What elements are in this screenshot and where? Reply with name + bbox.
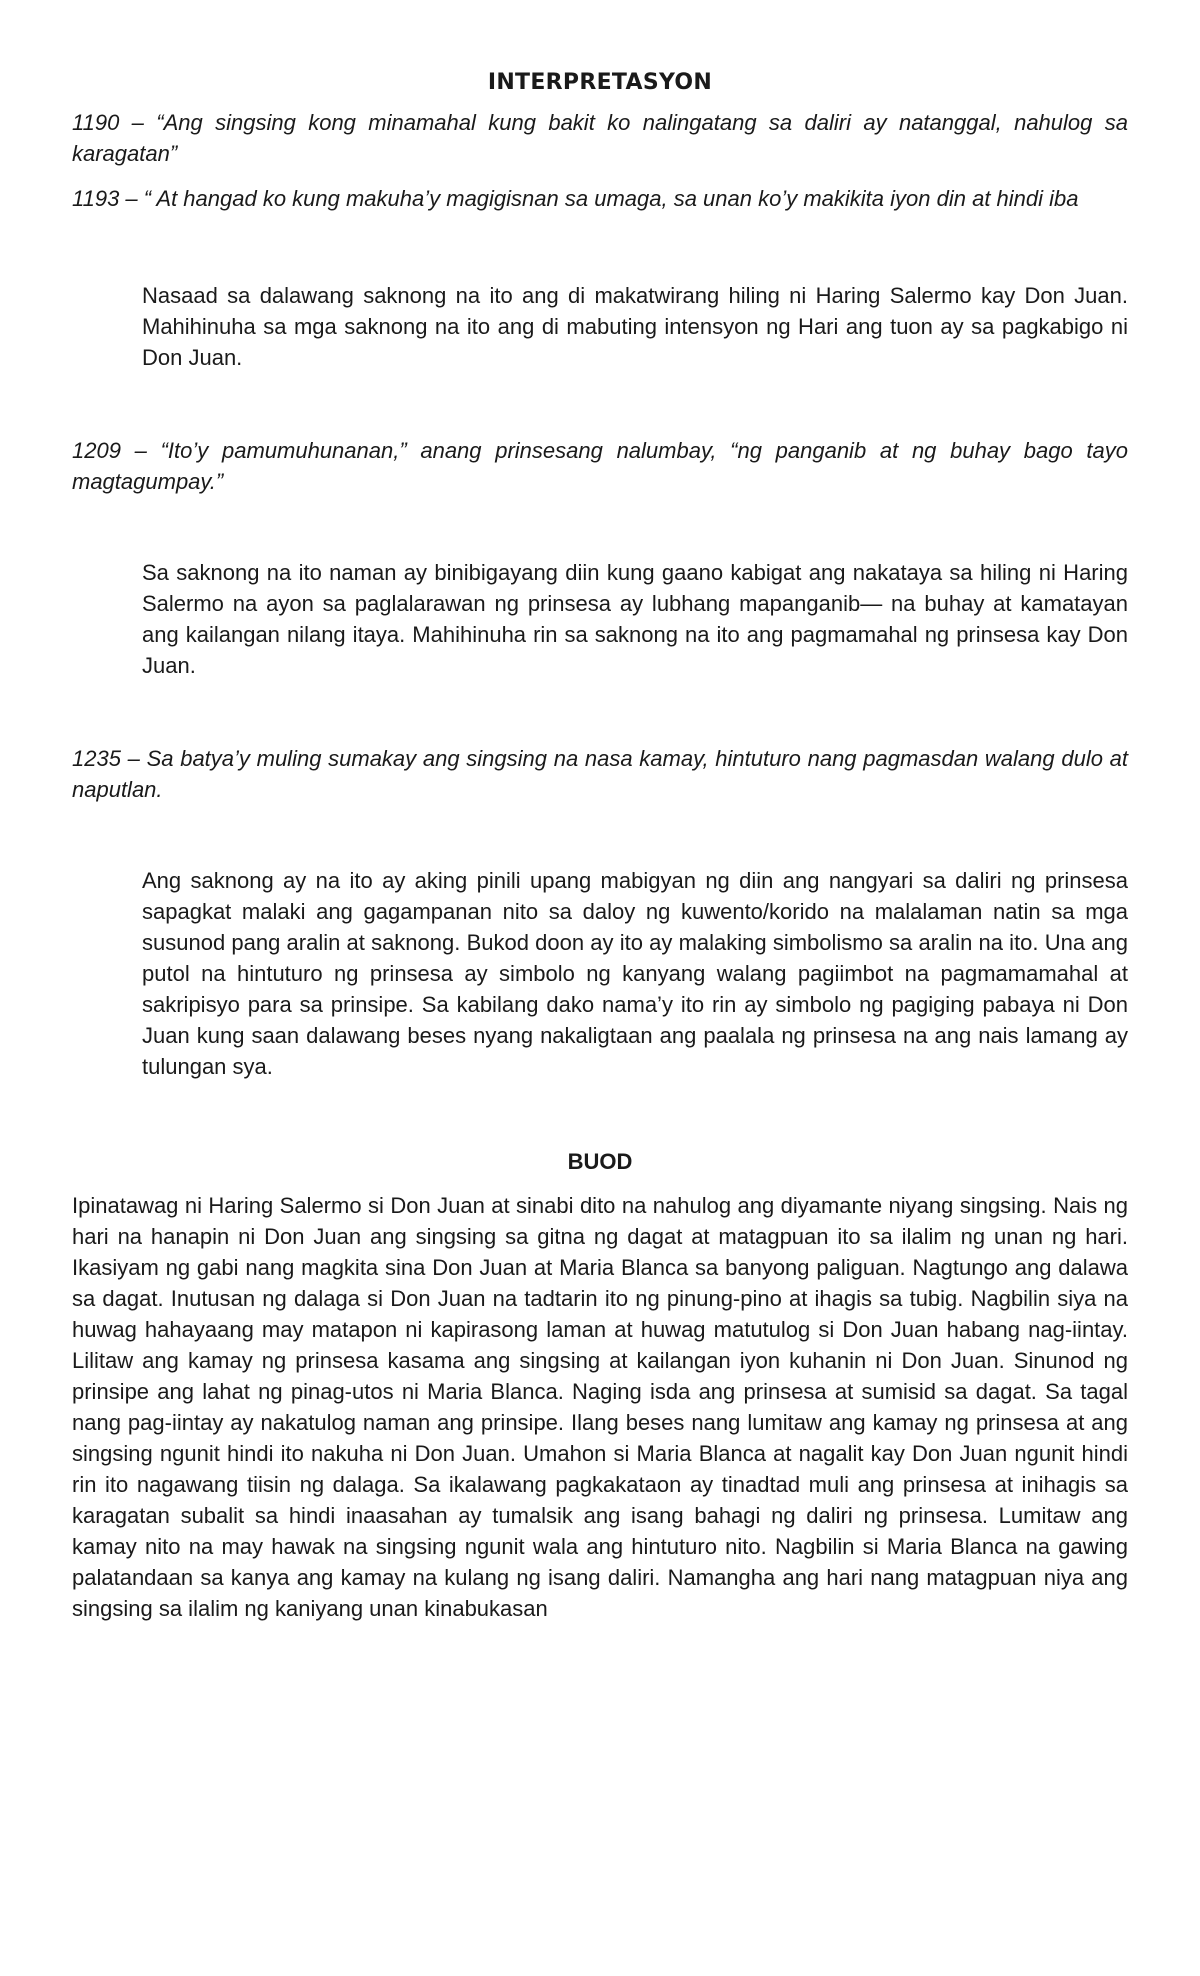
verse-1235: 1235 – Sa batya’y muling sumakay ang singsing na nasa kamay, hintuturo nang pagmasdan walang dulo at naputlan.: [72, 746, 1128, 802]
verse-1209: 1209 – “Ito’y pamumuhunanan,” anang prinsesang nalumbay, “ng panganib at ng buhay bago tayo magtagumpay.”: [72, 438, 1128, 494]
interpretasyon-heading: INTERPRETASYON: [487, 70, 713, 95]
buod-heading: BUOD: [567, 1149, 633, 1174]
interpretation-paragraph-2: Sa saknong na ito naman ay binibigayang diin kung gaano kabigat ang nakataya sa hiling ni Haring Salermo na ayon sa paglalarawan ng prinsesa ay lubhang mapanganib— na buhay at kamatayan ang kailangan nilang itaya. Mahihinuha rin sa saknong na ito ang pagmamahal ng prinsesa kay Don Juan.: [142, 560, 1128, 678]
buod-paragraph: Ipinatawag ni Haring Salermo si Don Juan at sinabi dito na nahulog ang diyamante niyang singsing. Nais ng hari na hanapin ni Don Juan ang singsing sa gitna ng dagat at matagpuan ito sa ilalim ng unan ng hari. Ikasiyam ng gabi nang magkita sina Don Juan at Maria Blanca sa banyong paliguan. Nagtungo ang dalawa sa dagat. Inutusan ng dalaga si Don Juan na tadtarin ito ng pinung-pino at ihagis sa tubig. Nagbilin siya na huwag hahayaang may matapon ni kapirasong laman at huwag matutulog si Don Juan habang nag-iintay. Lilitaw ang kamay ng prinsesa kasama ang singsing at kailangan iyon kuhanin ni Don Juan. Sinunod ng prinsipe ang lahat ng pinag-utos ni Maria Blanca. Naging isda ang prinsesa at sumisid sa dagat. Sa tagal nang pag-iintay ay nakatulog naman ang prinsipe. Ilang beses nang lumitaw ang kamay ng prinsesa at ang singsing ngunit hindi ito nakuha ni Don Juan. Umahon si Maria Blanca at nagalit kay Don Juan ngunit hindi rin ito nagawang tiisin ng dalaga. Sa ikalawang pagkakataon ay tinadtad muli ang prinsesa at inihagis sa karagatan subalit sa hindi inaasahan ay tumalsik ang isang bahagi ng daliri ng prinsesa. Lumitaw ang kamay nito na may hawak na singsing ngunit wala ang hintuturo nito. Nagbilin si Maria Blanca na gawing palatandaan sa kanya ang kamay na kulang ng isang daliri. Namangha ang hari nang matagpuan niya ang singsing sa ilalim ng kaniyang unan kinabukasan: [72, 1193, 1128, 1621]
verse-1193: 1193 – “ At hangad ko kung makuha’y magigisnan sa umaga, sa unan ko’y makikita iyon din at hindi iba: [72, 186, 1079, 211]
verse-1190: 1190 – “Ang singsing kong minamahal kung bakit ko nalingatang sa daliri ay natanggal, nahulog sa karagatan”: [72, 110, 1128, 166]
interpretation-paragraph-1: Nasaad sa dalawang saknong na ito ang di makatwirang hiling ni Haring Salermo kay Don Juan. Mahihinuha sa mga saknong na ito ang di mabuting intensyon ng Hari ang tuon ay sa pagkabigo ni Don Juan.: [142, 283, 1128, 370]
interpretation-paragraph-3: Ang saknong ay na ito ay aking pinili upang mabigyan ng diin ang nangyari sa daliri ng prinsesa sapagkat malaki ang gagampanan nito sa daloy ng kuwento/korido na malalaman natin sa mga susunod pang aralin at saknong. Bukod doon ay ito ay malaking simbolismo sa aralin na ito. Una ang putol na hintuturo ng prinsesa ay simbolo ng kanyang walang pagiimbot na pagmamamahal at sakripisyo para sa prinsipe. Sa kabilang dako nama’y ito rin ay simbolo ng pagiging pabaya ni Don Juan kung saan dalawang beses nyang nakaligtaan ang paalala ng prinsesa na ang nais lamang ay tulungan sya.: [142, 868, 1128, 1079]
